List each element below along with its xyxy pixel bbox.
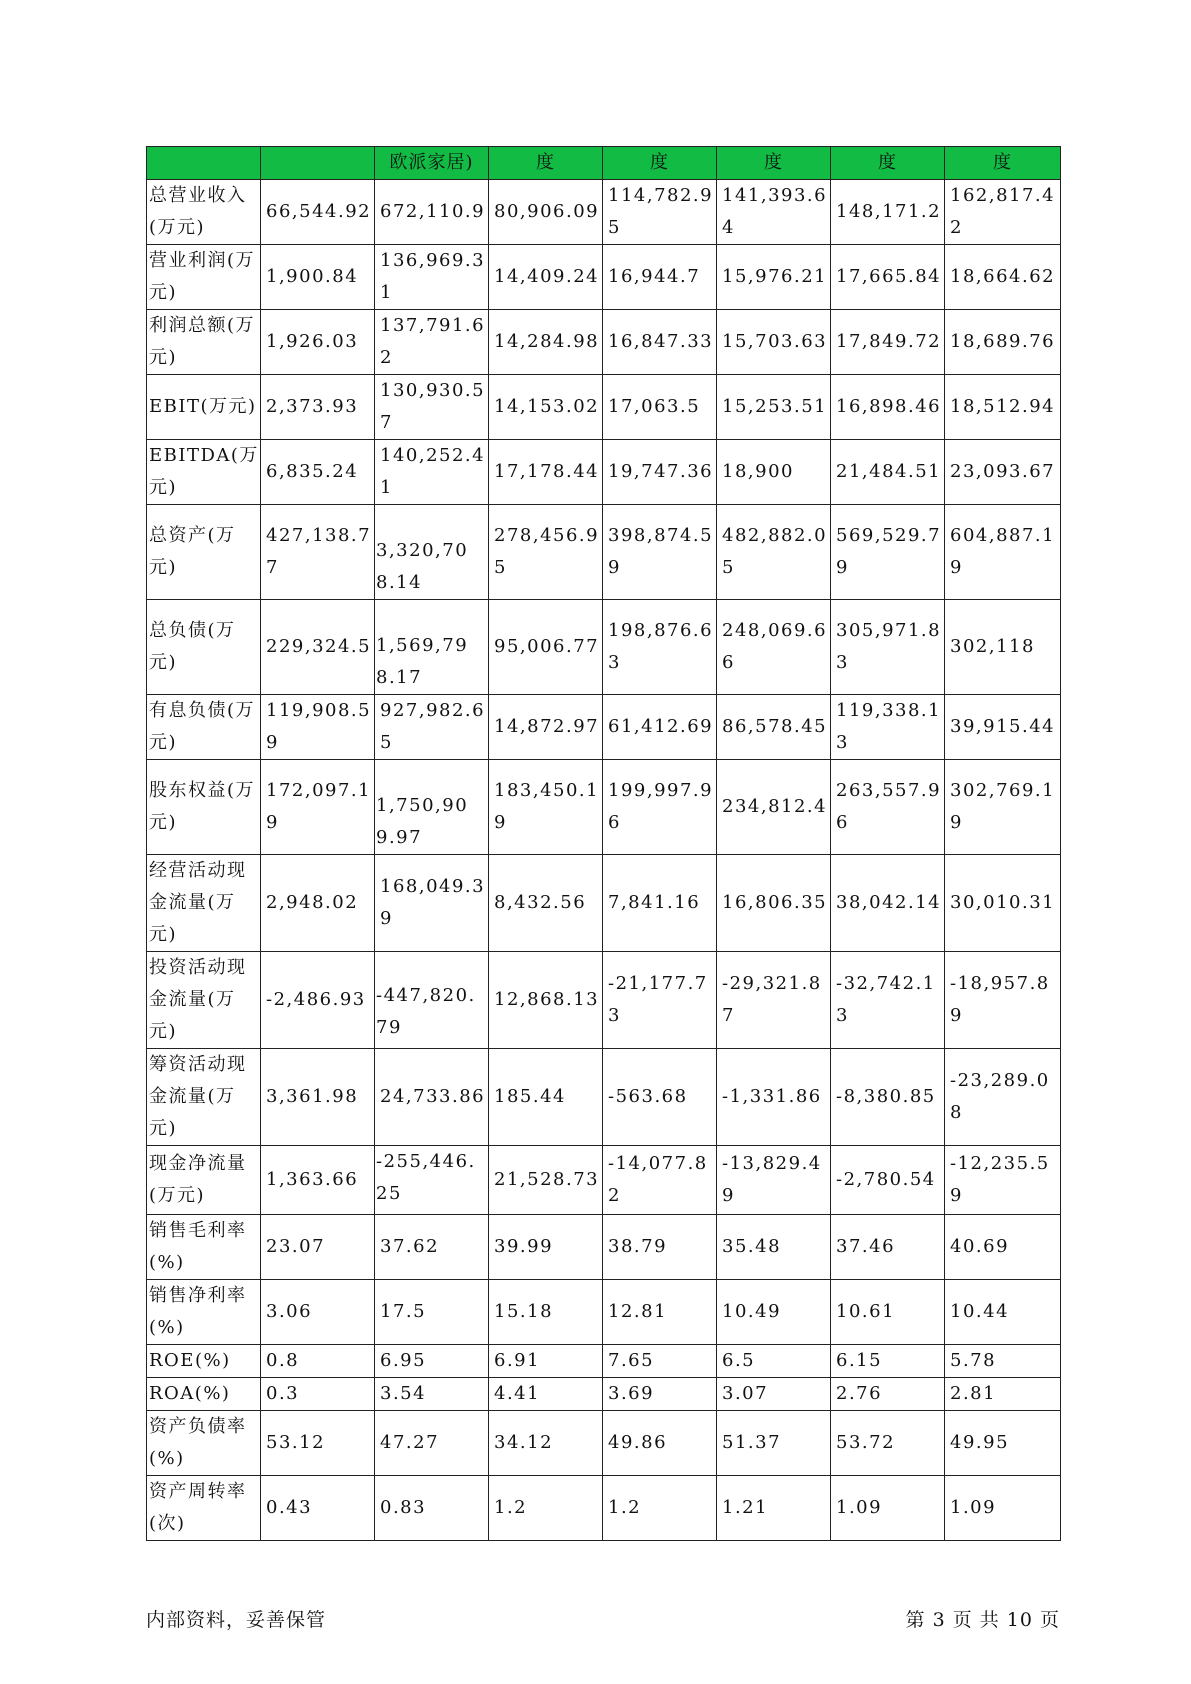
table-cell: 12.81 bbox=[603, 1280, 717, 1345]
table-cell: 3.69 bbox=[603, 1378, 717, 1411]
table-cell: 53.72 bbox=[831, 1411, 945, 1476]
table-cell: 15,976.21 bbox=[717, 245, 831, 310]
table-cell: 0.3 bbox=[261, 1378, 375, 1411]
table-cell: 10.44 bbox=[945, 1280, 1061, 1345]
header-cell bbox=[261, 147, 375, 180]
table-cell: 199,997.96 bbox=[603, 760, 717, 855]
table-cell: 6.15 bbox=[831, 1345, 945, 1378]
header-cell: 度 bbox=[945, 147, 1061, 180]
table-cell: 16,847.33 bbox=[603, 310, 717, 375]
table-cell: 185.44 bbox=[489, 1049, 603, 1146]
table-cell: 137,791.62 bbox=[375, 310, 489, 375]
table-cell: 10.61 bbox=[831, 1280, 945, 1345]
table-cell: 427,138.77 bbox=[261, 505, 375, 600]
table-cell: -18,957.89 bbox=[945, 952, 1061, 1049]
table-row bbox=[147, 695, 1061, 760]
table-cell: -2,486.93 bbox=[261, 952, 375, 1049]
table-row bbox=[147, 760, 1061, 855]
row-label: 有息负债(万元) bbox=[147, 695, 261, 760]
table-cell: 6.5 bbox=[717, 1345, 831, 1378]
table-cell: -13,829.49 bbox=[717, 1146, 831, 1215]
table-cell: 16,898.46 bbox=[831, 375, 945, 440]
table-cell: 6.95 bbox=[375, 1345, 489, 1378]
table-cell: 47.27 bbox=[375, 1411, 489, 1476]
table-cell: 0.83 bbox=[375, 1476, 489, 1541]
table-row bbox=[147, 1146, 1061, 1215]
footer-confidential-note: 内部资料，妥善保管 bbox=[146, 1609, 327, 1631]
table-row bbox=[147, 1345, 1061, 1378]
table-cell: 66,544.92 bbox=[261, 180, 375, 245]
table-cell: -2,780.54 bbox=[831, 1146, 945, 1215]
header-cell: 度 bbox=[603, 147, 717, 180]
table-cell: 8,432.56 bbox=[489, 855, 603, 952]
table-cell: 3,320,708.14 bbox=[375, 505, 489, 600]
table-cell: 38.79 bbox=[603, 1215, 717, 1280]
table-cell: 38,042.14 bbox=[831, 855, 945, 952]
table-cell: 21,484.51 bbox=[831, 440, 945, 505]
table-cell: -29,321.87 bbox=[717, 952, 831, 1049]
table-cell: 95,006.77 bbox=[489, 600, 603, 695]
table-cell: 119,338.13 bbox=[831, 695, 945, 760]
table-cell: 198,876.63 bbox=[603, 600, 717, 695]
footer-page-number: 第 3 页 共 10 页 bbox=[905, 1609, 1060, 1631]
table-row bbox=[147, 180, 1061, 245]
table-cell: 927,982.65 bbox=[375, 695, 489, 760]
row-label: 利润总额(万元) bbox=[147, 310, 261, 375]
table-cell: 263,557.96 bbox=[831, 760, 945, 855]
table-cell: 114,782.95 bbox=[603, 180, 717, 245]
table-cell: 302,118 bbox=[945, 600, 1061, 695]
header-cell: 度 bbox=[831, 147, 945, 180]
table-row bbox=[147, 855, 1061, 952]
table-cell: 2.76 bbox=[831, 1378, 945, 1411]
table-row bbox=[147, 1215, 1061, 1280]
table-cell: 482,882.05 bbox=[717, 505, 831, 600]
table-cell: 569,529.79 bbox=[831, 505, 945, 600]
table-cell: -447,820.79 bbox=[375, 952, 489, 1049]
table-cell: 14,409.24 bbox=[489, 245, 603, 310]
table-cell: 672,110.9 bbox=[375, 180, 489, 245]
table-cell: -14,077.82 bbox=[603, 1146, 717, 1215]
table-cell: 40.69 bbox=[945, 1215, 1061, 1280]
table-cell: 305,971.83 bbox=[831, 600, 945, 695]
table-cell: 14,872.97 bbox=[489, 695, 603, 760]
header-cell: 欧派家居) bbox=[375, 147, 489, 180]
table-cell: 15,703.63 bbox=[717, 310, 831, 375]
table-cell: 148,171.2 bbox=[831, 180, 945, 245]
table-cell: 37.46 bbox=[831, 1215, 945, 1280]
table-cell: 140,252.41 bbox=[375, 440, 489, 505]
table-cell: 17,849.72 bbox=[831, 310, 945, 375]
table-cell: 5.78 bbox=[945, 1345, 1061, 1378]
table-cell: 119,908.59 bbox=[261, 695, 375, 760]
table-cell: 15.18 bbox=[489, 1280, 603, 1345]
table-cell: 35.48 bbox=[717, 1215, 831, 1280]
header-cell bbox=[147, 147, 261, 180]
table-cell: 30,010.31 bbox=[945, 855, 1061, 952]
row-label: 筹资活动现金流量(万元) bbox=[147, 1049, 261, 1146]
table-cell: 0.8 bbox=[261, 1345, 375, 1378]
table-cell: 39.99 bbox=[489, 1215, 603, 1280]
table-cell: 172,097.19 bbox=[261, 760, 375, 855]
table-row bbox=[147, 1411, 1061, 1476]
table-cell: 2.81 bbox=[945, 1378, 1061, 1411]
row-label: 总负债(万元) bbox=[147, 600, 261, 695]
table-cell: 168,049.39 bbox=[375, 855, 489, 952]
row-label: 股东权益(万元) bbox=[147, 760, 261, 855]
row-label: 销售净利率(%) bbox=[147, 1280, 261, 1345]
table-row bbox=[147, 245, 1061, 310]
table-cell: 39,915.44 bbox=[945, 695, 1061, 760]
table-cell: 49.95 bbox=[945, 1411, 1061, 1476]
table-cell: 49.86 bbox=[603, 1411, 717, 1476]
table-row bbox=[147, 952, 1061, 1049]
table-cell: 1.21 bbox=[717, 1476, 831, 1541]
table-cell: 1,926.03 bbox=[261, 310, 375, 375]
table-cell: 604,887.19 bbox=[945, 505, 1061, 600]
row-label: 总营业收入(万元) bbox=[147, 180, 261, 245]
table-cell: 136,969.31 bbox=[375, 245, 489, 310]
table-cell: 14,153.02 bbox=[489, 375, 603, 440]
table-cell: 229,324.5 bbox=[261, 600, 375, 695]
row-label: EBIT(万元) bbox=[147, 375, 261, 440]
table-cell: 2,373.93 bbox=[261, 375, 375, 440]
table-cell: 4.41 bbox=[489, 1378, 603, 1411]
table-cell: 18,512.94 bbox=[945, 375, 1061, 440]
table-row bbox=[147, 1476, 1061, 1541]
table-row bbox=[147, 1280, 1061, 1345]
table-cell: 51.37 bbox=[717, 1411, 831, 1476]
row-label: 现金净流量(万元) bbox=[147, 1146, 261, 1215]
row-label: 经营活动现金流量(万元) bbox=[147, 855, 261, 952]
table-cell: 18,664.62 bbox=[945, 245, 1061, 310]
table-cell: 1.09 bbox=[945, 1476, 1061, 1541]
table-cell: 23,093.67 bbox=[945, 440, 1061, 505]
table-cell: 1,750,909.97 bbox=[375, 760, 489, 855]
table-cell: -21,177.73 bbox=[603, 952, 717, 1049]
row-label: ROE(%) bbox=[147, 1345, 261, 1378]
table-cell: 302,769.19 bbox=[945, 760, 1061, 855]
row-label: EBITDA(万元) bbox=[147, 440, 261, 505]
table-cell: 19,747.36 bbox=[603, 440, 717, 505]
table-cell: 3.07 bbox=[717, 1378, 831, 1411]
table-cell: -563.68 bbox=[603, 1049, 717, 1146]
table-cell: -32,742.13 bbox=[831, 952, 945, 1049]
table-cell: 21,528.73 bbox=[489, 1146, 603, 1215]
table-cell: 14,284.98 bbox=[489, 310, 603, 375]
table-cell: 162,817.42 bbox=[945, 180, 1061, 245]
table-cell: 15,253.51 bbox=[717, 375, 831, 440]
table-cell: 18,689.76 bbox=[945, 310, 1061, 375]
table-row bbox=[147, 1049, 1061, 1146]
table-cell: -12,235.59 bbox=[945, 1146, 1061, 1215]
table-cell: -8,380.85 bbox=[831, 1049, 945, 1146]
table-cell: 3,361.98 bbox=[261, 1049, 375, 1146]
table-cell: -255,446.25 bbox=[375, 1146, 489, 1215]
table-cell: 1.2 bbox=[603, 1476, 717, 1541]
row-label: 投资活动现金流量(万元) bbox=[147, 952, 261, 1049]
table-cell: 80,906.09 bbox=[489, 180, 603, 245]
table-row bbox=[147, 1378, 1061, 1411]
row-label: 资产周转率(次) bbox=[147, 1476, 261, 1541]
table-cell: 23.07 bbox=[261, 1215, 375, 1280]
table-cell: 2,948.02 bbox=[261, 855, 375, 952]
table-header-row bbox=[147, 147, 1061, 180]
table-row bbox=[147, 375, 1061, 440]
table-cell: 61,412.69 bbox=[603, 695, 717, 760]
table-cell: 130,930.57 bbox=[375, 375, 489, 440]
table-row bbox=[147, 600, 1061, 695]
table-cell: 1,900.84 bbox=[261, 245, 375, 310]
table-cell: 16,944.7 bbox=[603, 245, 717, 310]
table-cell: 17,665.84 bbox=[831, 245, 945, 310]
table-cell: 37.62 bbox=[375, 1215, 489, 1280]
table-row bbox=[147, 505, 1061, 600]
table-cell: 1.2 bbox=[489, 1476, 603, 1541]
row-label: 资产负债率(%) bbox=[147, 1411, 261, 1476]
table-cell: 34.12 bbox=[489, 1411, 603, 1476]
table-cell: 0.43 bbox=[261, 1476, 375, 1541]
table-cell: 6,835.24 bbox=[261, 440, 375, 505]
row-label: 销售毛利率(%) bbox=[147, 1215, 261, 1280]
table-cell: 3.06 bbox=[261, 1280, 375, 1345]
table-cell: 17.5 bbox=[375, 1280, 489, 1345]
table-cell: 7,841.16 bbox=[603, 855, 717, 952]
table-cell: 7.65 bbox=[603, 1345, 717, 1378]
table-cell: 1,363.66 bbox=[261, 1146, 375, 1215]
table-cell: 86,578.45 bbox=[717, 695, 831, 760]
table-cell: 10.49 bbox=[717, 1280, 831, 1345]
header-cell: 度 bbox=[717, 147, 831, 180]
row-label: 营业利润(万元) bbox=[147, 245, 261, 310]
table-cell: 234,812.4 bbox=[717, 760, 831, 855]
table-cell: 141,393.64 bbox=[717, 180, 831, 245]
table-cell: 6.91 bbox=[489, 1345, 603, 1378]
table-row bbox=[147, 440, 1061, 505]
table-cell: 183,450.19 bbox=[489, 760, 603, 855]
table-cell: 17,063.5 bbox=[603, 375, 717, 440]
table-cell: 24,733.86 bbox=[375, 1049, 489, 1146]
table-cell: 53.12 bbox=[261, 1411, 375, 1476]
table-cell: 1,569,798.17 bbox=[375, 600, 489, 695]
table-cell: 12,868.13 bbox=[489, 952, 603, 1049]
table-cell: -23,289.08 bbox=[945, 1049, 1061, 1146]
table-row bbox=[147, 310, 1061, 375]
table-cell: 1.09 bbox=[831, 1476, 945, 1541]
table-cell: 18,900 bbox=[717, 440, 831, 505]
table-cell: 17,178.44 bbox=[489, 440, 603, 505]
table-cell: 248,069.66 bbox=[717, 600, 831, 695]
header-cell: 度 bbox=[489, 147, 603, 180]
row-label: 总资产(万元) bbox=[147, 505, 261, 600]
row-label: ROA(%) bbox=[147, 1378, 261, 1411]
table-cell: 16,806.35 bbox=[717, 855, 831, 952]
table-cell: -1,331.86 bbox=[717, 1049, 831, 1146]
financial-table bbox=[146, 146, 1061, 1541]
table-cell: 398,874.59 bbox=[603, 505, 717, 600]
table-cell: 3.54 bbox=[375, 1378, 489, 1411]
table-cell: 278,456.95 bbox=[489, 505, 603, 600]
